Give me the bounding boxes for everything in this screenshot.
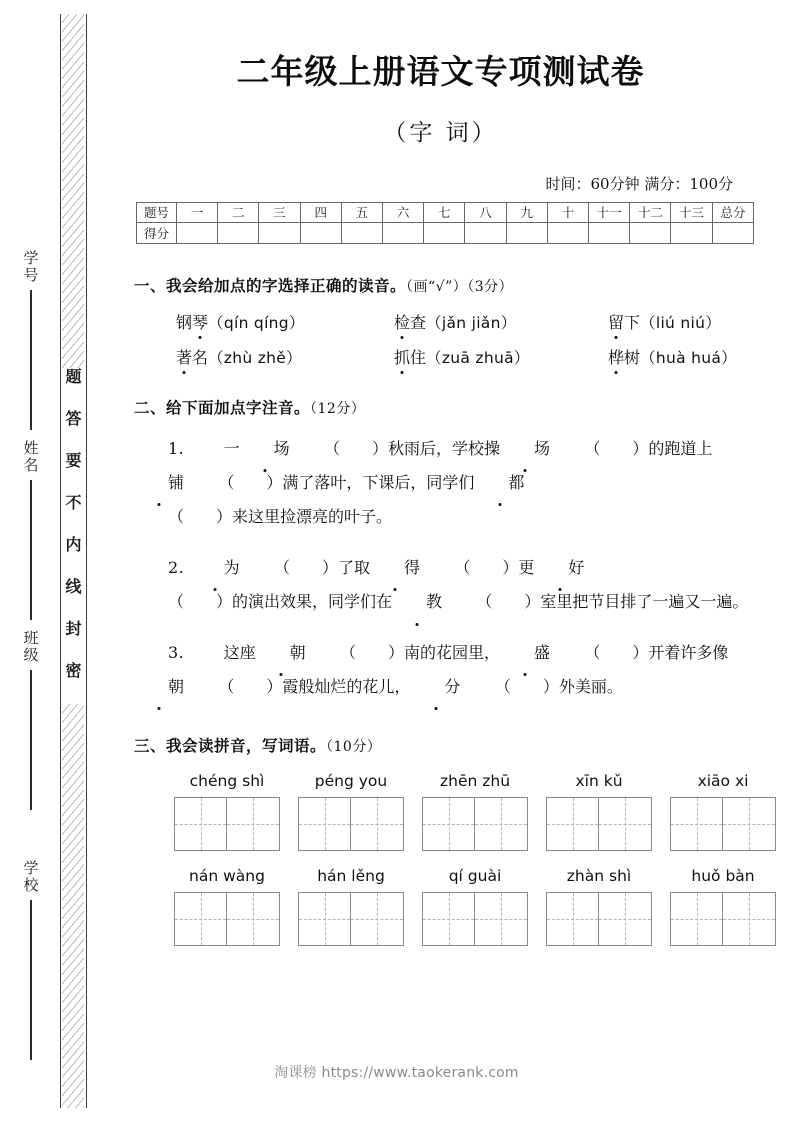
field-write-line[interactable] [30, 900, 32, 1060]
word-char: 琴 [192, 310, 208, 333]
tianzige-cell[interactable] [475, 893, 527, 945]
pinyin-prompt: zhàn shì [566, 867, 632, 886]
tianzige-cell[interactable] [547, 798, 599, 850]
sentence-text: （ ）室里把节目排了一遍又一遍。 [476, 592, 749, 612]
section-two-items [134, 432, 753, 705]
section-one-items [134, 310, 753, 368]
score-table-col-header: 四 [300, 202, 341, 222]
pinyin-options[interactable]: （jǎn jiǎn） [426, 313, 517, 332]
student-field-xingming [8, 440, 54, 620]
tianzige-cell[interactable] [599, 893, 651, 945]
pinyin-choice-row [176, 310, 753, 333]
score-table-score-cell[interactable] [177, 222, 218, 243]
write-word-item [422, 772, 528, 851]
pinyin-options[interactable]: （huà huá） [640, 348, 737, 367]
write-word-item [298, 772, 404, 851]
word-char: 树 [624, 347, 641, 367]
seal-line-text: 题答要不内线封密 [63, 368, 82, 704]
write-word-row [174, 772, 753, 851]
tianzige-cell[interactable] [351, 893, 403, 945]
sentence-text: （ ）来这里捡漂亮的叶子。 [168, 507, 393, 527]
score-table-col-header: 三 [259, 202, 300, 222]
word-char: 查 [410, 312, 427, 332]
tianzige-cell[interactable] [671, 893, 723, 945]
score-table-score-cell[interactable] [424, 222, 465, 243]
pinyin-prompt: chéng shì [189, 772, 265, 791]
tianzige-cell[interactable] [671, 798, 723, 850]
pinyin-options[interactable]: （qín qíng） [208, 313, 305, 332]
watermark: 淘课榜 https://www.taokerank.com [274, 1065, 519, 1081]
tianzige-cell[interactable] [475, 798, 527, 850]
tianzige-grid[interactable] [670, 892, 776, 946]
word-char: 钢 [176, 312, 193, 332]
tianzige-cell[interactable] [299, 893, 351, 945]
section-three-points: （10分） [326, 739, 382, 756]
tianzige-cell[interactable] [423, 893, 475, 945]
pinyin-prompt: nán wàng [189, 867, 265, 886]
tianzige-cell[interactable] [423, 798, 475, 850]
tianzige-cell[interactable] [351, 798, 403, 850]
pinyin-choice-row [176, 345, 753, 368]
word-char: 下 [624, 312, 641, 332]
score-table-col-header: 六 [383, 202, 424, 222]
tianzige-cell[interactable] [599, 798, 651, 850]
score-table-col-header: 一 [177, 202, 218, 222]
dotted-char: 朝 [134, 670, 184, 704]
tianzige-grid[interactable] [298, 892, 404, 946]
score-table-col-header: 总分 [712, 202, 753, 222]
pinyin-options[interactable]: （zuā zhuā） [426, 348, 530, 367]
word-char: 留 [608, 310, 624, 333]
score-table-col-header: 十一 [589, 202, 630, 222]
score-table-score-cell[interactable] [671, 222, 712, 243]
item-number: 3. [168, 642, 190, 662]
section-three-heading [134, 734, 753, 756]
pinyin-prompt: péng you [314, 772, 388, 791]
page-title: 二年级上册语文专项测试卷 [236, 52, 645, 91]
student-field-xuehao [8, 250, 54, 430]
write-word-item [546, 867, 652, 946]
field-label: 班级 [21, 630, 40, 664]
tianzige-cell[interactable] [175, 893, 227, 945]
score-table-score-cell[interactable] [630, 222, 671, 243]
pinyin-options[interactable]: （liú niú） [640, 313, 722, 332]
sentence-text: （ ）的跑道上 [584, 438, 713, 458]
tianzige-cell[interactable] [723, 893, 775, 945]
annotate-sentence[interactable] [134, 432, 753, 535]
write-word-item [174, 867, 280, 946]
student-info-fields [8, 0, 54, 1122]
seal-rule-right [86, 14, 87, 1108]
dotted-char: 教 [392, 585, 442, 619]
dotted-char: 为 [190, 551, 240, 585]
sentence-text: （ ）了取 [273, 557, 370, 577]
word-char: 名 [192, 347, 209, 367]
sentence-text: （ ）开着许多像 [584, 642, 729, 662]
write-word-item [174, 772, 280, 851]
student-field-xuexiao [8, 860, 54, 1060]
pinyin-choice-item[interactable] [394, 345, 608, 368]
score-table-score-cell[interactable] [506, 222, 547, 243]
tianzige-cell[interactable] [175, 798, 227, 850]
annotate-sentence[interactable] [134, 551, 753, 620]
pinyin-prompt: xiāo xi [697, 772, 749, 791]
score-table-header-row [137, 202, 754, 222]
write-word-item [670, 772, 776, 851]
sentence-text: （ ）秋雨后，学校操 [323, 438, 500, 458]
score-table-score-cell[interactable] [341, 222, 382, 243]
pinyin-prompt: zhēn zhū [439, 772, 511, 791]
dotted-char: 好 [534, 551, 584, 585]
word-char: 住 [410, 347, 427, 367]
tianzige-grid[interactable] [298, 797, 404, 851]
section-two-heading [134, 396, 753, 418]
dotted-char: 铺 [134, 466, 184, 500]
section-two [134, 396, 753, 705]
dotted-char: 得 [370, 551, 420, 585]
write-word-item [546, 772, 652, 851]
sentence-text: 一 [223, 438, 240, 458]
field-write-line[interactable] [30, 480, 32, 620]
write-word-item [422, 867, 528, 946]
tianzige-cell[interactable] [227, 893, 279, 945]
dotted-char: 盛 [500, 636, 550, 670]
section-one-heading-text: 一、我会给加点的字选择正确的读音。 [134, 276, 407, 295]
score-table-col-header: 九 [506, 202, 547, 222]
section-one-points: （画“√”）（3分） [406, 278, 514, 295]
score-table-score-cell[interactable] [218, 222, 259, 243]
exam-meta: 时间：60分钟 满分：100分 [545, 174, 733, 193]
item-number: 1. [168, 438, 190, 458]
word-char: 著 [176, 345, 192, 368]
score-table-col-header: 五 [341, 202, 382, 222]
field-label: 学号 [21, 250, 40, 284]
tianzige-cell[interactable] [227, 798, 279, 850]
score-table-col-header: 十二 [630, 202, 671, 222]
left-margin [0, 0, 110, 1122]
score-table-score-row [137, 222, 754, 243]
pinyin-choice-item[interactable] [176, 345, 394, 368]
page-subtitle: （字 词） [383, 119, 498, 146]
tianzige-grid[interactable] [422, 892, 528, 946]
write-word-item [298, 867, 404, 946]
score-table-col-header: 十 [547, 202, 588, 222]
dotted-char: 朝 [256, 636, 306, 670]
section-two-heading-text: 二、给下面加点字注音。 [134, 398, 311, 417]
annotate-sentence[interactable] [134, 636, 753, 705]
pinyin-prompt: huǒ bàn [691, 867, 755, 886]
score-table-score-cell[interactable] [712, 222, 753, 243]
score-table-score-cell[interactable] [259, 222, 300, 243]
tianzige-grid[interactable] [670, 797, 776, 851]
student-field-banji [8, 630, 54, 810]
section-one-heading [134, 274, 753, 296]
score-table-score-cell[interactable] [589, 222, 630, 243]
sentence-text: （ ）更 [454, 557, 535, 577]
write-word-row [174, 867, 753, 946]
tianzige-grid[interactable] [174, 892, 280, 946]
score-table [136, 202, 754, 244]
field-label: 姓名 [21, 440, 40, 474]
field-label: 学校 [21, 860, 40, 894]
sentence-text: （ ）的演出效果，同学们在 [168, 592, 393, 612]
tianzige-grid[interactable] [422, 797, 528, 851]
word-char: 检 [394, 310, 410, 333]
sentence-text: （ ）南的花园里， [339, 642, 500, 662]
tianzige-grid[interactable] [174, 797, 280, 851]
score-table-score-cell[interactable] [300, 222, 341, 243]
pinyin-options[interactable]: （zhù zhě） [208, 348, 302, 367]
section-three-grids [134, 772, 753, 946]
score-table-col-header: 八 [465, 202, 506, 222]
exam-sheet [110, 0, 793, 1122]
score-table-col-header: 十三 [671, 202, 712, 222]
pinyin-prompt: xīn kǔ [575, 772, 623, 791]
dotted-char: 都 [474, 466, 524, 500]
sentence-text: （ ）满了落叶，下课后，同学们 [218, 472, 475, 492]
score-table-col-header: 七 [424, 202, 465, 222]
word-char: 抓 [394, 345, 410, 368]
section-three [134, 734, 753, 946]
pinyin-choice-item[interactable] [394, 310, 608, 333]
dotted-char: 场 [500, 432, 550, 466]
sentence-text: 这座 [223, 642, 256, 662]
score-table-row-label: 题号 [137, 202, 177, 222]
score-table-score-cell[interactable] [465, 222, 506, 243]
pinyin-prompt: qí guài [448, 867, 502, 886]
tianzige-cell[interactable] [723, 798, 775, 850]
word-char: 桦 [608, 345, 624, 368]
section-one [134, 274, 753, 368]
section-three-heading-text: 三、我会读拼音，写词语。 [134, 737, 327, 756]
item-number: 2. [168, 557, 190, 577]
score-table-score-cell[interactable] [383, 222, 424, 243]
dotted-char: 分 [410, 670, 460, 704]
tianzige-grid[interactable] [546, 797, 652, 851]
tianzige-cell[interactable] [299, 798, 351, 850]
tianzige-grid[interactable] [546, 892, 652, 946]
sentence-text: （ ）霞般灿烂的花儿， [218, 676, 411, 696]
pinyin-choice-item[interactable] [608, 345, 737, 368]
pinyin-prompt: hán lěng [317, 867, 385, 886]
pinyin-choice-item[interactable] [176, 310, 394, 333]
sentence-text: （ ）外美丽。 [494, 676, 623, 696]
score-table-row-label: 得分 [137, 222, 177, 243]
score-table-col-header: 二 [218, 202, 259, 222]
write-word-item [670, 867, 776, 946]
dotted-char: 场 [240, 432, 290, 466]
field-write-line[interactable] [30, 670, 32, 810]
pinyin-choice-item[interactable] [608, 310, 721, 333]
section-two-points: （12分） [310, 400, 366, 417]
field-write-line[interactable] [30, 290, 32, 430]
score-table-score-cell[interactable] [547, 222, 588, 243]
tianzige-cell[interactable] [547, 893, 599, 945]
